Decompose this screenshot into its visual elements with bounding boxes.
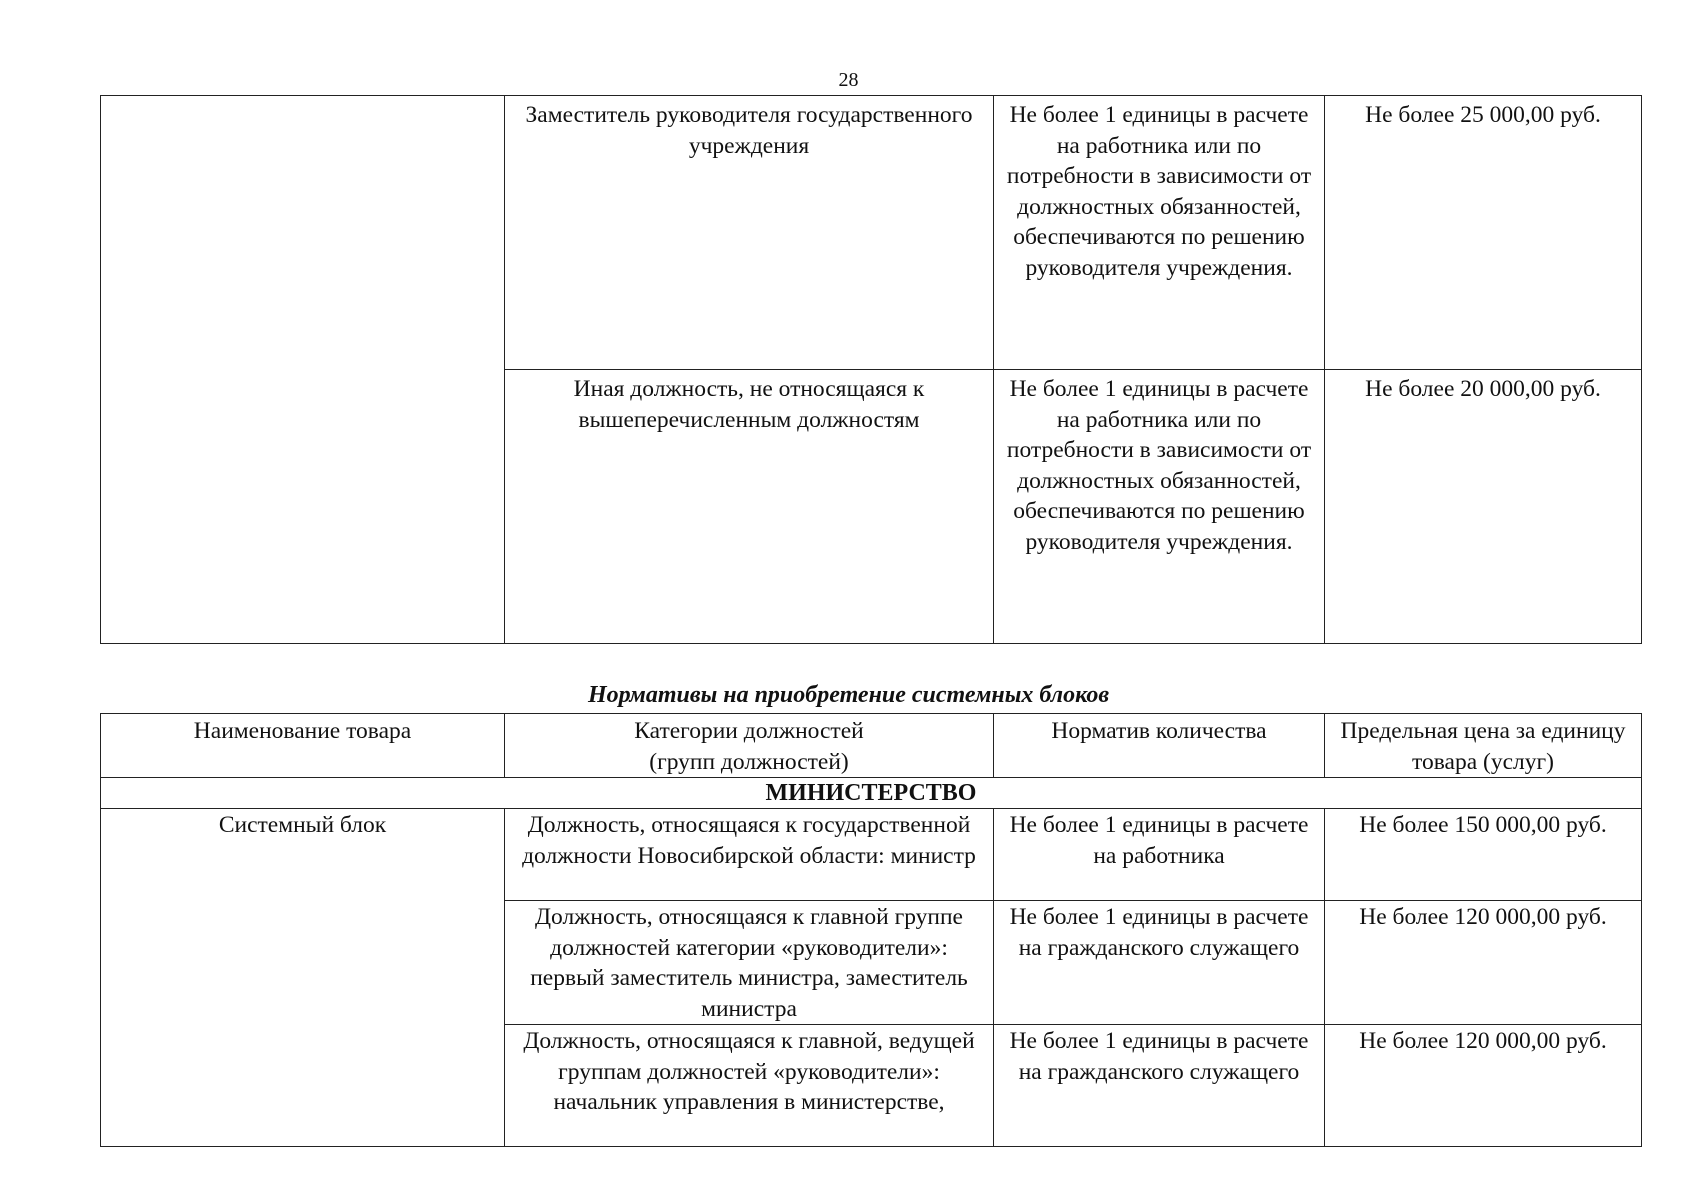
header-quantity: Норматив количества (994, 714, 1325, 778)
header-row (101, 714, 1642, 778)
header-product: Наименование товара (101, 714, 505, 778)
product-cell: Системный блок (101, 809, 505, 1147)
section-title: Нормативы на приобретение системных блоков (587, 682, 1110, 708)
price-cell: Не более 150 000,00 руб. (1325, 809, 1642, 901)
quantity-cell: Не более 1 единицы в расчете на работника или по потребности в зависимости от должностных обязанностей, обеспечиваются по решению руководителя учреждения. (994, 96, 1325, 370)
category-line2: начальник управления в министерстве, (553, 1089, 945, 1115)
quantity-cell: Не более 1 единицы в расчете на работника (994, 809, 1325, 901)
price-cell: Не более 20 000,00 руб. (1325, 370, 1642, 644)
quantity-cell: Не более 1 единицы в расчете на гражданского служащего (994, 901, 1325, 1025)
section-heading: МИНИСТЕРСТВО (101, 778, 1642, 809)
header-category-line1: Категории должностей (634, 718, 864, 744)
category-cell: Иная должность, не относящаяся к вышеперечисленным должностям (505, 370, 994, 644)
category-line1: Должность, относящаяся к главной, ведущей группам должностей «руководители»: (523, 1028, 975, 1085)
header-price: Предельная цена за единицу товара (услуг) (1325, 714, 1642, 778)
continuation-table (100, 95, 1642, 644)
table-row (101, 809, 1642, 901)
page-number: 28 (838, 69, 859, 91)
price-cell: Не более 120 000,00 руб. (1325, 901, 1642, 1025)
section-row (101, 778, 1642, 809)
header-category-line2: (групп должностей) (649, 748, 849, 775)
header-category (505, 714, 994, 778)
price-cell: Не более 120 000,00 руб. (1325, 1025, 1642, 1147)
quantity-cell: Не более 1 единицы в расчете на гражданского служащего (994, 1025, 1325, 1147)
category-cell: Должность, относящаяся к главной группе должностей категории «руководители»: первый заместитель министра, заместитель министра (505, 901, 994, 1025)
category-cell: Заместитель руководителя государственного учреждения (505, 96, 994, 370)
quantity-cell: Не более 1 единицы в расчете на работника или по потребности в зависимости от должностных обязанностей, обеспечиваются по решению руководителя учреждения. (994, 370, 1325, 644)
system-units-table (100, 713, 1642, 1147)
table-row (101, 96, 1642, 370)
category-cell (505, 1025, 994, 1147)
category-cell: Должность, относящаяся к государственной должности Новосибирской области: министр (505, 809, 994, 901)
product-cell (101, 96, 505, 644)
price-cell: Не более 25 000,00 руб. (1325, 96, 1642, 370)
